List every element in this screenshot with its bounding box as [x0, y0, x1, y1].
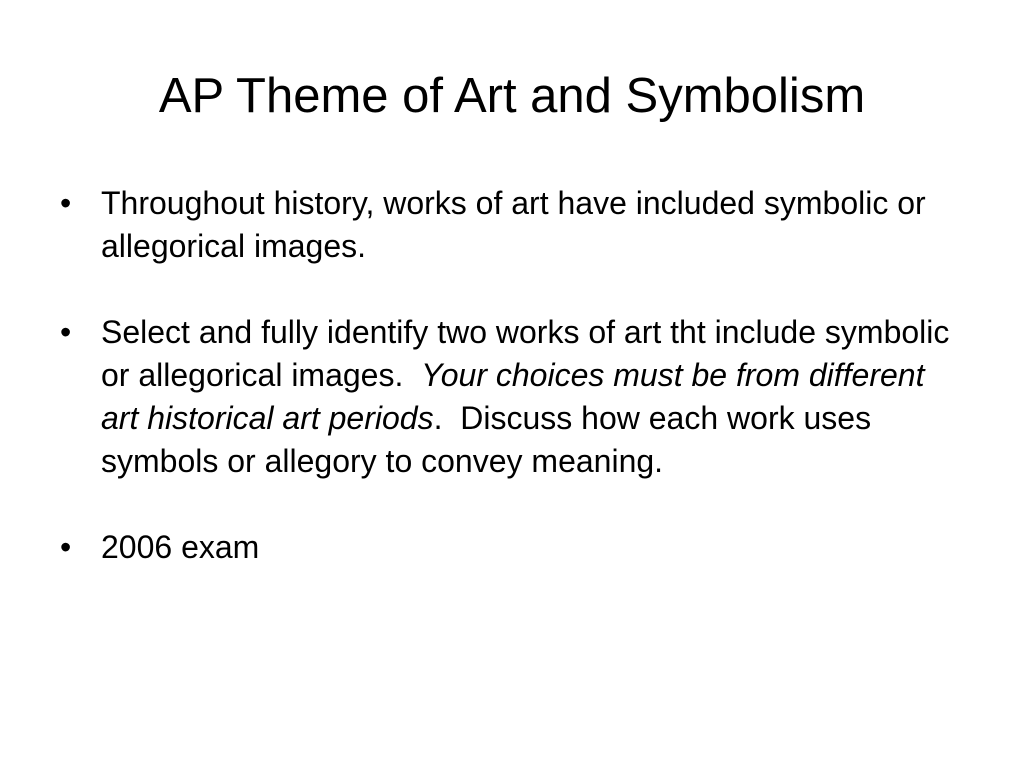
- bullet-text: 2006 exam: [101, 529, 260, 565]
- bullet-text-conclusion: . Discuss how each work uses symbols or allegory to convey meaning.: [101, 400, 880, 479]
- bullet-text-intro: Select and fully identify two works of art tht include symbolic or allegorical images.: [101, 314, 950, 393]
- slide-title: AP Theme of Art and Symbolism: [158, 69, 866, 123]
- bullet-item-1: [56, 182, 956, 268]
- bullet-text-spacer: [403, 357, 421, 393]
- bullet-dot-icon: •: [60, 529, 72, 565]
- bullet-text: Throughout history, works of art have included symbolic or allegorical images.: [101, 185, 926, 264]
- bullet-text-emphasis: Your choices must be from different art historical art periods: [101, 357, 925, 436]
- bullet-dot-icon: •: [60, 185, 72, 221]
- bullet-dot-icon: •: [60, 314, 72, 350]
- bullet-item-2: [56, 311, 956, 483]
- bullet-item-3: [56, 526, 956, 569]
- bullet-list: [56, 182, 956, 612]
